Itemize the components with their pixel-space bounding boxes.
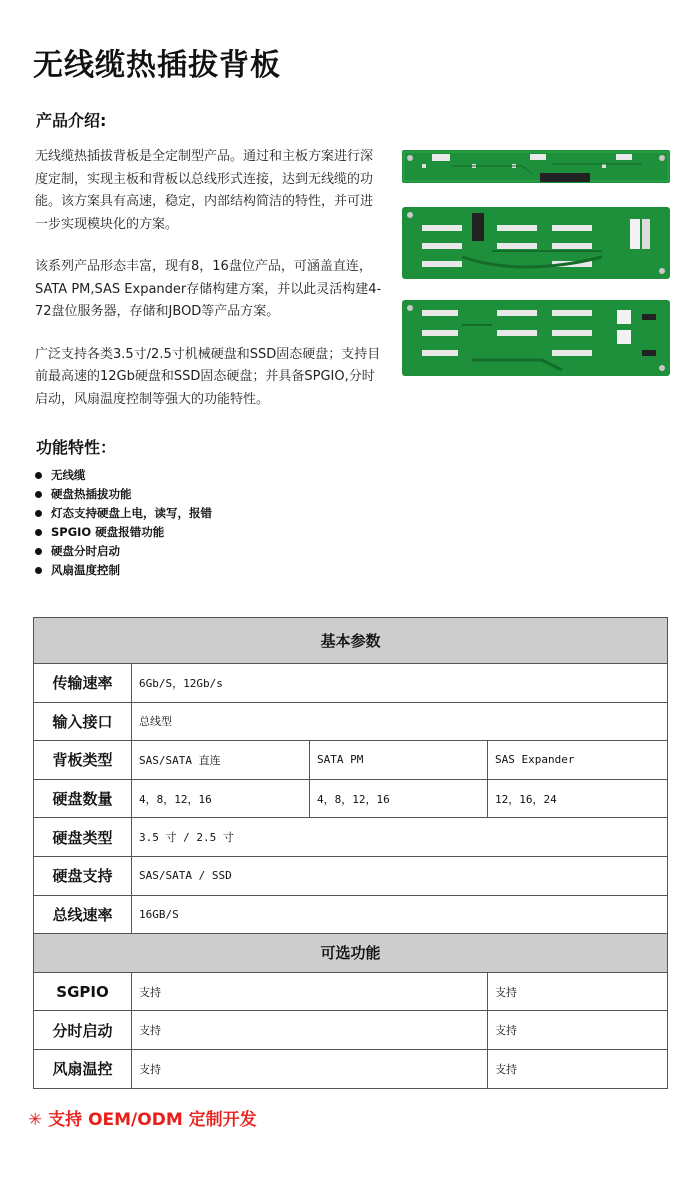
backplane-image-1 [402,150,670,183]
feature-text: SPGIO 硬盘报错功能 [51,525,165,539]
oem-note: ✳ 支持 OEM/ODM 定制开发 [28,1110,257,1130]
bullet-icon [35,491,42,498]
list-item [35,542,212,561]
intro-paragraph: 广泛支持各类3.5寸/2.5寸机械硬盘和SSD固态硬盘；支持目前最高速的12Gb硬盘和SSD固态硬盘；并具备SPGIO,分时启动，风扇温度控制等强大的功能特性。 [35,346,381,407]
bullet-icon [35,510,42,517]
intro-heading: 产品介绍: [36,111,107,130]
bullet-icon [35,472,42,479]
table-header-row [34,618,668,664]
table-row [34,818,668,857]
row-label: 总线速率 [34,895,132,934]
table-row [34,664,668,703]
table-cell: 16GB/S [132,895,668,934]
row-label: 风扇温控 [34,1049,132,1088]
table-cell: 6Gb/S，12Gb/s [132,664,668,703]
list-item [35,485,212,504]
row-label: 输入接口 [34,702,132,741]
table-row [34,895,668,934]
table-cell: 支持 [488,1011,668,1050]
table-cell: 12，16，24 [488,779,668,818]
intro-paragraph: 无线缆热插拔背板是全定制型产品。通过和主板方案进行深度定制，实现主板和背板以总线形式连接，达到无线缆的功能。该方案具有高速，稳定，内部结构简洁的特性，并可进一步实现模块化的方案。 [35,149,374,232]
bullet-icon [35,548,42,555]
intro-paragraph: 该系列产品形态丰富，现有8，16盘位产品，可涵盖直连，SATA PM,SAS Expander存储构建方案，并以此灵活构建4-72盘位服务器，存储和JBOD等产品方案。 [35,259,382,319]
list-item [35,504,212,523]
feature-text: 风扇温度控制 [51,563,120,577]
table-cell: 支持 [132,1011,488,1050]
row-label: SGPIO [34,972,132,1011]
table-row [34,856,668,895]
spec-table [33,617,668,1089]
backplane-image-3 [402,300,670,376]
table-header-row [34,934,668,973]
features-heading: 功能特性： [36,438,117,457]
table-cell: 支持 [488,1049,668,1088]
row-label: 硬盘数量 [34,779,132,818]
row-label: 分时启动 [34,1011,132,1050]
table-cell: SATA PM [310,741,488,780]
table-cell: SAS/SATA / SSD [132,856,668,895]
feature-text: 无线缆 [51,468,86,482]
page-title: 无线缆热插拔背板 [33,48,281,83]
feature-text: 硬盘热插拔功能 [51,487,132,501]
list-item [35,523,212,542]
table-row [34,972,668,1011]
row-label: 背板类型 [34,741,132,780]
table-row [34,779,668,818]
list-item [35,466,212,485]
table-row [34,1011,668,1050]
basic-params-heading: 基本参数 [34,618,668,664]
backplane-image-2 [402,207,670,279]
table-cell: 总线型 [132,702,668,741]
table-cell: 支持 [132,1049,488,1088]
table-cell: SAS Expander [488,741,668,780]
table-cell: SAS/SATA 直连 [132,741,310,780]
bullet-icon [35,567,42,574]
table-cell: 支持 [132,972,488,1011]
table-row [34,1049,668,1088]
features-list [35,466,212,580]
table-row [34,741,668,780]
table-cell: 支持 [488,972,668,1011]
row-label: 传输速率 [34,664,132,703]
table-row [34,702,668,741]
row-label: 硬盘类型 [34,818,132,857]
intro-text [35,146,385,431]
feature-text: 硬盘分时启动 [51,544,120,558]
optional-features-heading: 可选功能 [34,934,668,973]
table-cell: 3.5 寸 / 2.5 寸 [132,818,668,857]
table-cell: 4，8，12，16 [132,779,310,818]
row-label: 硬盘支持 [34,856,132,895]
feature-text: 灯态支持硬盘上电，读写，报错 [51,506,212,520]
bullet-icon [35,529,42,536]
table-cell: 4，8，12，16 [310,779,488,818]
list-item [35,561,212,580]
